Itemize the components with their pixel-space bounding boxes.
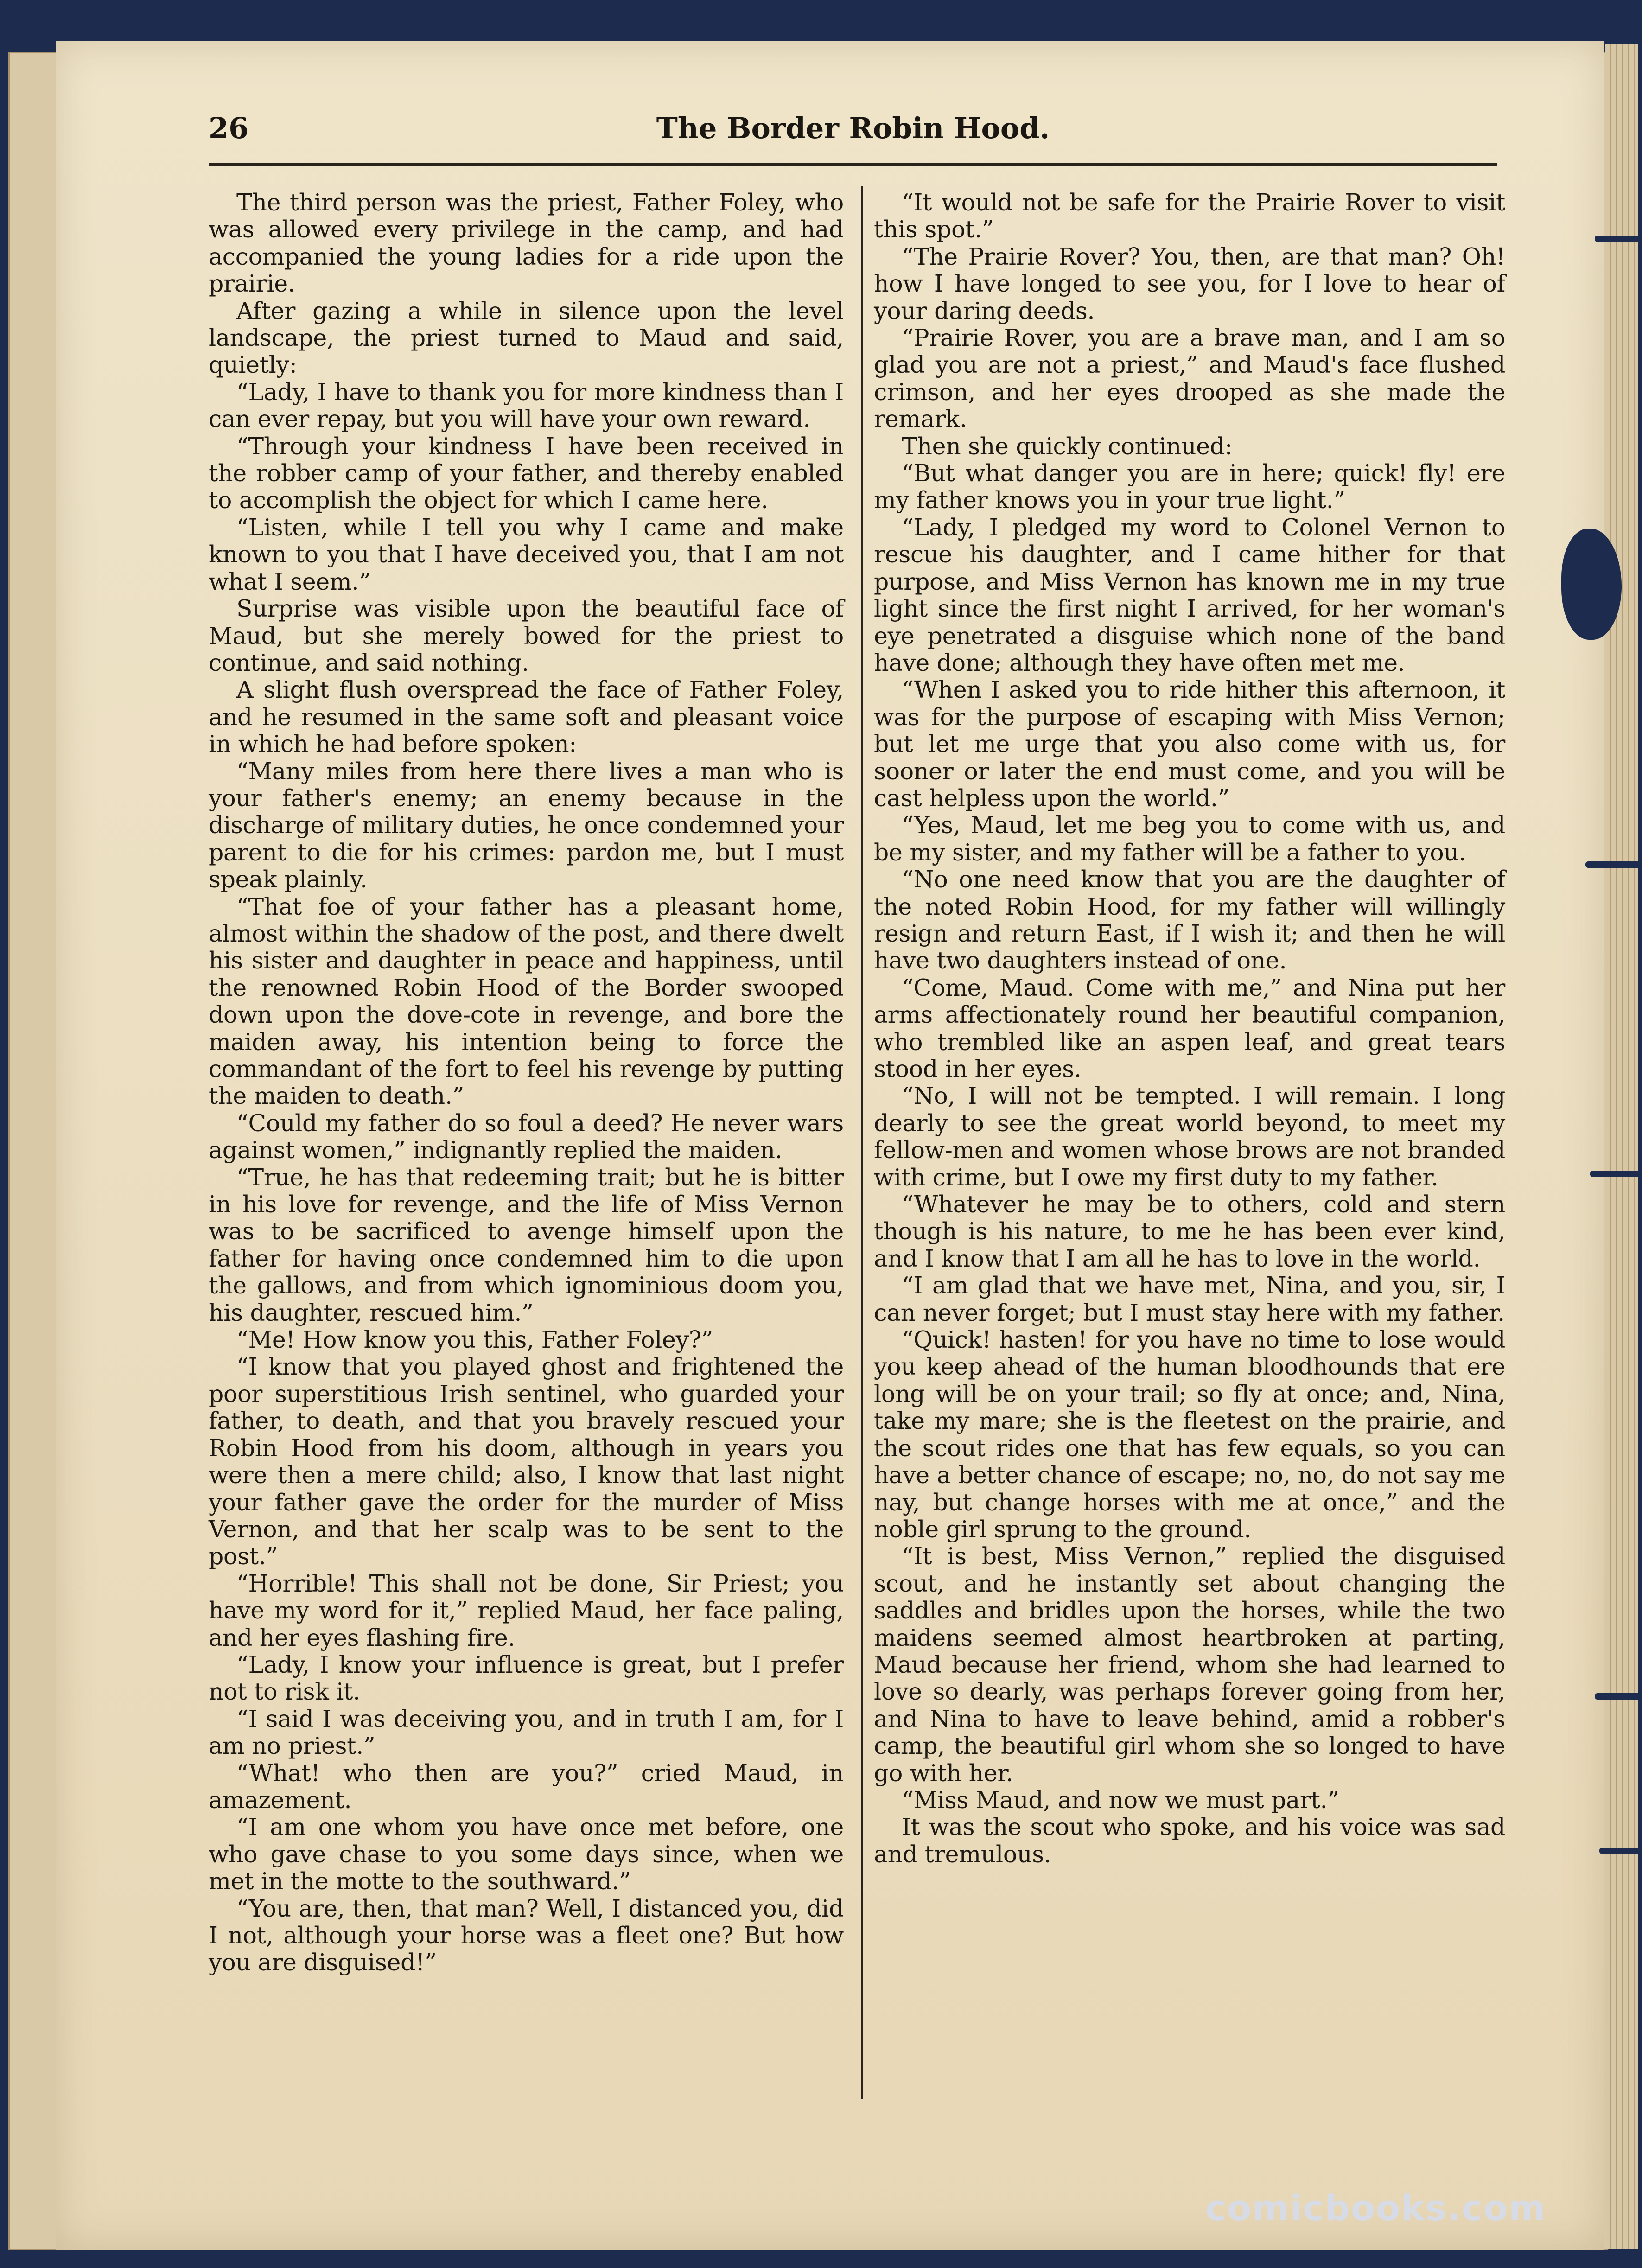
paragraph: “Listen, while I tell you why I came and make known to you that I have deceived you, that I am not what I seem.”: [209, 513, 844, 595]
paragraph: Surprise was visible upon the beautiful face of Maud, but she merely bowed for the priest to continue, and said nothing.: [209, 595, 844, 676]
paragraph: “Lady, I have to thank you for more kindness than I can ever repay, but you will have your own reward.: [209, 378, 844, 433]
right-column: [874, 189, 1505, 1868]
paragraph: “Come, Maud. Come with me,” and Nina put her arms affectionately round her beautiful companion, who trembled like an aspen leaf, and great tears stood in her eyes.: [874, 974, 1505, 1083]
paragraph: “Lady, I know your influence is great, but I prefer not to risk it.: [209, 1650, 844, 1706]
paragraph: “True, he has that redeeming trait; but he is bitter in his love for revenge, and the life of Miss Vernon was to be sacrificed to avenge himself upon the father for having once condemned him to die upon the gallows, and from which ignominious doom you, his daughter, rescued him.”: [209, 1163, 844, 1326]
page-header: [209, 111, 1497, 153]
paragraph: “I am glad that we have met, Nina, and you, sir, I can never forget; but I must stay here with my father.: [874, 1272, 1505, 1326]
paragraph: “Lady, I pledged my word to Colonel Vernon to rescue his daughter, and I came hither for that purpose, and Miss Vernon has known me in my true light since the first night I arrived, for her woman's eye penetrated a disguise which none of the band have done; although they have often met me.: [874, 513, 1505, 676]
paragraph: “It is best, Miss Vernon,” replied the disguised scout, and he instantly set about changing the saddles and bridles upon the horses, while the two maidens seemed almost heartbroken at parting, Maud because her friend, whom she had learned to love so dearly, was perhaps forever going from her, and Nina to have to leave behind, amid a robber's camp, the beautiful girl whom she so longed to have go with her.: [874, 1542, 1505, 1787]
paragraph: “I know that you played ghost and frightened the poor superstitious Irish sentinel, who guarded your father, to death, and that you bravely rescued your Robin Hood from his doom, although in years you were then a mere child; also, I know that last night your father gave the order for the murder of Miss Vernon, and that her scalp was to be sent to the post.”: [209, 1353, 844, 1570]
page-edges: [1605, 44, 1638, 2249]
paragraph: “Quick! hasten! for you have no time to lose would you keep ahead of the human bloodhounds that ere long will be on your trail; so fly at once; and, Nina, take my mare; she is the fleetest on the prairie, and the scout rides one that has few equals, so you can have a better chance of escape; no, no, do not say me nay, but change horses with me at once,” and the noble girl sprung to the ground.: [874, 1326, 1505, 1543]
page-number: 26: [209, 111, 249, 145]
paragraph: The third person was the priest, Father Foley, who was allowed every privilege in the camp, and had accompanied the young ladies for a ride upon the prairie.: [209, 189, 844, 298]
paragraph: “Horrible! This shall not be done, Sir Priest; you have my word for it,” replied Maud, her face paling, and her eyes flashing fire.: [209, 1569, 844, 1651]
paragraph: “Whatever he may be to others, cold and stern though is his nature, to me he has been ever kind, and I know that I am all he has to love in the world.: [874, 1191, 1505, 1272]
binding-mark: [1595, 236, 1641, 242]
header-rule: [209, 163, 1497, 166]
paragraph: After gazing a while in silence upon the level landscape, the priest turned to Maud and said, quietly:: [209, 297, 844, 379]
running-title: The Border Robin Hood.: [656, 111, 1050, 145]
paragraph: A slight flush overspread the face of Father Foley, and he resumed in the same soft and pleasant voice in which he had before spoken:: [209, 676, 844, 758]
left-column: [209, 189, 844, 1976]
paragraph: “Me! How know you this, Father Foley?”: [236, 1326, 713, 1354]
paragraph: “I am one whom you have once met before, one who gave chase to you some days since, when we met in the motte to the southward.”: [209, 1813, 844, 1895]
paragraph: “Yes, Maud, let me beg you to come with us, and be my sister, and my father will be a father to you.: [874, 811, 1505, 866]
paragraph: “Many miles from here there lives a man who is your father's enemy; an enemy because in the discharge of military duties, he once condemned your parent to die for his crimes: pardon me, but I must speak plainly.: [209, 757, 844, 893]
binding-mark: [1585, 861, 1641, 868]
paragraph: “Miss Maud, and now we must part.”: [902, 1786, 1339, 1814]
paragraph: “No, I will not be tempted. I will remain. I long dearly to see the great world beyond, to meet my fellow-men and women whose brows are not branded with crime, but I owe my first duty to my father.: [874, 1082, 1505, 1191]
paragraph: “Prairie Rover, you are a brave man, and I am so glad you are not a priest,” and Maud's face flushed crimson, and her eyes drooped as she made the remark.: [874, 324, 1505, 433]
paragraph: “Could my father do so foul a deed? He never wars against women,” indignantly replied the maiden.: [209, 1109, 844, 1164]
paragraph: “The Prairie Rover? You, then, are that man? Oh! how I have longed to see you, for I love to hear of your daring deeds.: [874, 242, 1505, 325]
paragraph: “You are, then, that man? Well, I distanced you, did I not, although your horse was a fleet one? But how you are disguised!”: [209, 1894, 844, 1976]
paragraph: “That foe of your father has a pleasant home, almost within the shadow of the post, and there dwelt his sister and daughter in peace and happiness, until the renowned Robin Hood of the Border swooped down upon the dove-cote in revenge, and bore the maiden away, his intention being to force the commandant of the fort to feel his revenge by putting the maiden to death.”: [209, 892, 844, 1110]
paragraph: “I said I was deceiving you, and in truth I am, for I am no priest.”: [209, 1705, 844, 1760]
column-divider: [861, 186, 863, 2099]
paragraph: “No one need know that you are the daughter of the noted Robin Hood, for my father will willingly resign and return East, if I wish it; and then he will have two daughters instead of one.: [874, 866, 1505, 975]
binding-mark: [1599, 1848, 1641, 1854]
paragraph: “Through your kindness I have been received in the robber camp of your father, and thereby enabled to accomplish the object for which I came here.: [209, 432, 844, 514]
paragraph: “What! who then are you?” cried Maud, in amazement.: [209, 1759, 844, 1814]
site-watermark: comicbooks.com: [1205, 2187, 1547, 2229]
paragraph: “But what danger you are in here; quick! fly! ere my father knows you in your true light.”: [874, 459, 1505, 514]
paragraph: Then she quickly continued:: [902, 432, 1233, 460]
paragraph: “It would not be safe for the Prairie Rover to visit this spot.”: [874, 189, 1505, 243]
paragraph: “When I asked you to ride hither this afternoon, it was for the purpose of escaping with Miss Vernon; but let me urge that you also come with us, for sooner or later the end must come, and you will be cast helpless upon the world.”: [874, 676, 1505, 812]
paragraph: It was the scout who spoke, and his voice was sad and tremulous.: [874, 1813, 1505, 1868]
binding-mark: [1595, 1693, 1641, 1700]
binding-mark: [1590, 1171, 1641, 1177]
